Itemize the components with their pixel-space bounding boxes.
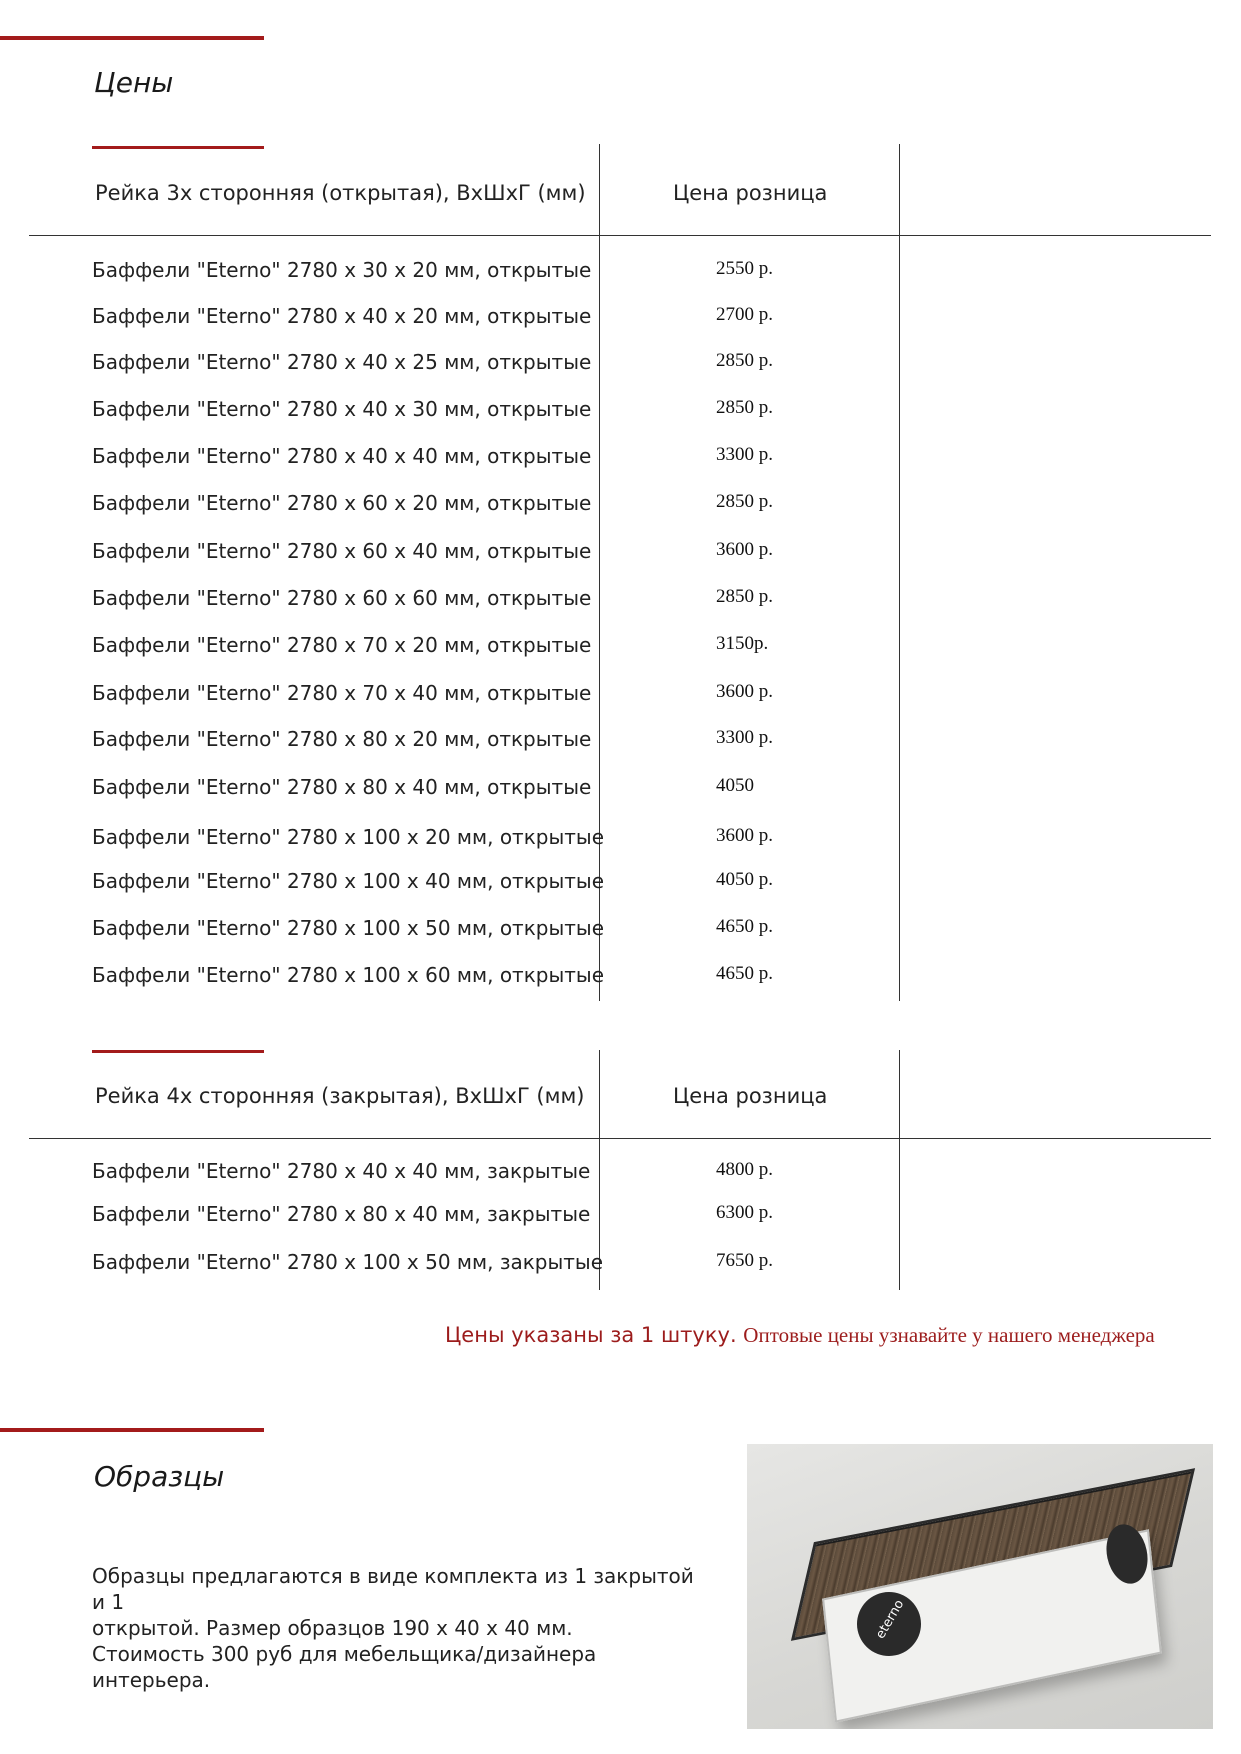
samples-photo xyxy=(747,1444,1213,1729)
table-row xyxy=(0,586,1241,616)
open-product-price: 4650 р. xyxy=(716,963,773,984)
open-product-name: Баффели "Eterno" 2780 x 40 x 25 мм, открытые xyxy=(92,350,592,374)
samples-description xyxy=(92,1563,712,1693)
open-product-price: 4050 xyxy=(716,775,754,796)
price-note xyxy=(445,1323,1155,1348)
closed-product-price: 6300 р. xyxy=(716,1202,773,1223)
open-product-name: Баффели "Eterno" 2780 x 60 x 60 мм, открытые xyxy=(92,586,592,610)
closed-product-price: 7650 р. xyxy=(716,1250,773,1271)
open-product-name: Баффели "Eterno" 2780 x 60 x 40 мм, открытые xyxy=(92,539,592,563)
samples-line-1: Образцы предлагаются в виде комплекта из 1 закрытой и 1 xyxy=(92,1564,694,1614)
table-row xyxy=(0,1159,1241,1189)
open-table-header-divider xyxy=(29,235,1211,236)
table-row xyxy=(0,727,1241,757)
table-row xyxy=(0,681,1241,711)
open-product-name: Баффели "Eterno" 2780 x 30 x 20 мм, открытые xyxy=(92,258,592,282)
open-table-header-name: Рейка 3х сторонняя (открытая), ВхШхГ (мм) xyxy=(95,181,586,205)
price-note-unit: Цены указаны за 1 штуку. xyxy=(445,1323,744,1347)
open-product-price: 2550 р. xyxy=(716,258,773,279)
samples-line-2: открытой. Размер образцов 190 х 40 х 40 мм. xyxy=(92,1616,573,1640)
open-product-price: 3600 р. xyxy=(716,825,773,846)
table-row xyxy=(0,775,1241,805)
box-brand-label: eterno xyxy=(873,1597,908,1642)
open-product-price: 4650 р. xyxy=(716,916,773,937)
open-product-name: Баффели "Eterno" 2780 x 100 x 40 мм, открытые xyxy=(92,869,605,893)
price-note-wholesale: Оптовые цены узнавайте у нашего менеджера xyxy=(743,1323,1155,1347)
table-row xyxy=(0,304,1241,334)
closed-table-header-price: Цена розница xyxy=(673,1084,828,1108)
table-row xyxy=(0,963,1241,993)
open-product-name: Баффели "Eterno" 2780 x 100 x 20 мм, открытые xyxy=(92,825,605,849)
open-product-name: Баффели "Eterno" 2780 x 100 x 50 мм, открытые xyxy=(92,916,605,940)
table-row xyxy=(0,633,1241,663)
open-table-header-price: Цена розница xyxy=(673,181,828,205)
closed-product-price: 4800 р. xyxy=(716,1159,773,1180)
open-product-price: 3600 р. xyxy=(716,539,773,560)
section-accent-line xyxy=(0,1428,264,1432)
closed-table-header-name: Рейка 4х сторонняя (закрытая), ВхШхГ (мм) xyxy=(95,1084,585,1108)
table-row xyxy=(0,397,1241,427)
open-product-name: Баффели "Eterno" 2780 x 70 x 40 мм, открытые xyxy=(92,681,592,705)
table-accent-line xyxy=(92,146,264,149)
table-row xyxy=(0,539,1241,569)
open-product-name: Баффели "Eterno" 2780 x 80 x 20 мм, открытые xyxy=(92,727,592,751)
closed-table-header-divider xyxy=(29,1138,1211,1139)
table-row xyxy=(0,1202,1241,1232)
closed-product-name: Баффели "Eterno" 2780 x 80 x 40 мм, закрытые xyxy=(92,1202,591,1226)
table-row xyxy=(0,869,1241,899)
open-product-price: 3600 р. xyxy=(716,681,773,702)
open-product-price: 3300 р. xyxy=(716,444,773,465)
open-product-price: 4050 р. xyxy=(716,869,773,890)
table-row xyxy=(0,258,1241,288)
samples-title: Образцы xyxy=(94,1460,225,1493)
prices-title: Цены xyxy=(94,66,174,99)
open-product-price: 2850 р. xyxy=(716,397,773,418)
open-product-name: Баффели "Eterno" 2780 x 60 x 20 мм, открытые xyxy=(92,491,592,515)
open-product-name: Баффели "Eterno" 2780 x 100 x 60 мм, открытые xyxy=(92,963,605,987)
open-product-name: Баффели "Eterno" 2780 x 40 x 20 мм, открытые xyxy=(92,304,592,328)
table-row xyxy=(0,491,1241,521)
table-row xyxy=(0,350,1241,380)
open-product-price: 2850 р. xyxy=(716,491,773,512)
open-product-price: 2850 р. xyxy=(716,586,773,607)
section-accent-line xyxy=(0,36,264,40)
table-accent-line xyxy=(92,1050,264,1053)
open-product-name: Баффели "Eterno" 2780 x 70 x 20 мм, открытые xyxy=(92,633,592,657)
open-product-price: 3150р. xyxy=(716,633,769,654)
table-row xyxy=(0,916,1241,946)
table-row xyxy=(0,825,1241,855)
table-row xyxy=(0,1250,1241,1280)
table-row xyxy=(0,444,1241,474)
open-product-price: 2850 р. xyxy=(716,350,773,371)
open-product-price: 3300 р. xyxy=(716,727,773,748)
closed-product-name: Баффели "Eterno" 2780 x 100 x 50 мм, закрытые xyxy=(92,1250,604,1274)
open-product-name: Баффели "Eterno" 2780 x 80 x 40 мм, открытые xyxy=(92,775,592,799)
open-product-name: Баффели "Eterno" 2780 x 40 x 40 мм, открытые xyxy=(92,444,592,468)
closed-product-name: Баффели "Eterno" 2780 x 40 x 40 мм, закрытые xyxy=(92,1159,591,1183)
samples-line-3: Стоимость 300 руб для мебельщика/дизайнера интерьера. xyxy=(92,1642,597,1692)
open-product-name: Баффели "Eterno" 2780 x 40 x 30 мм, открытые xyxy=(92,397,592,421)
open-product-price: 2700 р. xyxy=(716,304,773,325)
